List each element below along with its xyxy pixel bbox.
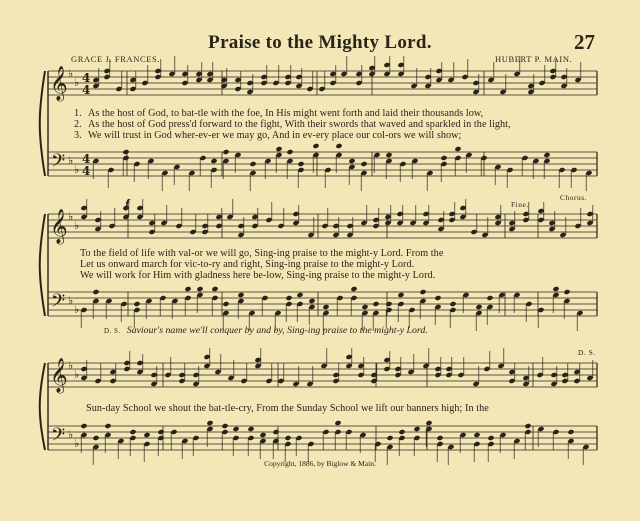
treble-clef-icon: 𝄞 [50,358,68,393]
flat-icon: ♭ [74,368,80,381]
note-head [222,149,229,155]
time-signature: 4 [82,152,91,166]
treble-clef-icon: 𝄞 [50,66,68,101]
system-brace [40,214,45,316]
flat-icon: ♭ [68,294,74,307]
flat-icon: ♭ [74,76,80,89]
note-head [286,149,293,155]
verse-number: 3. [74,130,82,141]
verse-number: 2. [74,119,82,130]
note-head [129,429,136,435]
ds-lyric-text: Saviour's name we'll conquer by and by, Sing-ing praise to the might-y Lord. [126,325,428,336]
system2-lyric-line-3: We will work for Him with gladness here be-low, Sing-ing praise to the might-y Lord. [80,270,436,281]
flat-icon: ♭ [74,303,80,316]
note-head [92,289,99,295]
note-head [210,158,217,164]
note-head [334,420,341,426]
note-head [211,286,218,292]
flat-icon: ♭ [68,67,74,80]
note-head [449,301,456,307]
note-head [237,292,244,298]
time-signature: 4 [82,71,91,85]
system3-lyric-line: Sun-day School we shout the bat-tle-cry, From the Sunday School we lift our banners high; In the [86,403,489,414]
hymn-title: Praise to the Mighty Lord. [208,32,432,53]
music-credit: HUBERT P. MAIN. [495,54,573,64]
note-head [222,301,229,307]
verse-text: As the host of God, to bat-tle with the foe, In His might went forth and laid their thousands low, [88,108,484,119]
system2-lyric-line-1: To the field of life with val-or we will go, Sing-ing praise to the might-y Lord. From the [80,248,444,259]
bass-clef-icon: 𝄢 [51,425,66,450]
note-head [133,301,140,307]
note-head [487,435,494,441]
flat-icon: ♭ [68,154,74,167]
note-head [385,301,392,307]
flat-icon: ♭ [74,437,80,450]
note-head [285,295,292,301]
flat-icon: ♭ [74,219,80,232]
note-head [434,295,441,301]
note-head [563,289,570,295]
note-head [386,435,393,441]
flat-icon: ♭ [68,210,74,223]
note-head [275,146,282,152]
note-head [296,292,303,298]
fine-marker: Fine. [511,200,529,209]
time-signature: 4 [82,83,91,97]
note-head [312,143,319,149]
verse-line-3 [74,130,461,141]
page-number: 27 [574,30,595,54]
treble-clef-icon: 𝄞 [50,209,68,244]
note-head [259,432,266,438]
note-head [425,420,432,426]
note-head [322,304,329,310]
note-head [297,161,304,167]
chorus-marker: Chorus. [560,193,588,202]
note-head [436,435,443,441]
note-head [524,423,531,429]
note-head [475,304,482,310]
note-head [552,286,559,292]
bass-clef-icon: 𝄢 [51,291,66,316]
note-head [196,286,203,292]
verse-number: 1. [74,108,82,119]
note-head [184,286,191,292]
copyright-notice: Copyright, 1886, by Biglow & Main. [264,459,376,468]
note-head [397,292,404,298]
system2-lyric-line-2: Let us onward march for vic-to-ry and right, Sing-ing praise to the might-y Lord. [80,259,415,270]
note-head [348,158,355,164]
note-head [335,143,342,149]
note-head [440,155,447,161]
note-head [104,423,111,429]
note-head [543,152,550,158]
note-head [249,161,256,167]
system-brace [40,363,45,450]
note-head [372,301,379,307]
note-head [398,429,405,435]
ds-mark: D. S. [578,348,596,357]
note-head [247,426,254,432]
system-brace [40,71,45,176]
note-head [419,289,426,295]
note-head [272,429,279,435]
note-head [221,423,228,429]
note-head [486,295,493,301]
note-head [360,161,367,167]
note-head [122,149,129,155]
time-signature: 4 [82,164,91,178]
note-head [143,432,150,438]
flat-icon: ♭ [74,163,80,176]
note-head [157,429,164,435]
forte-dynamic: f [125,196,130,211]
verse-text: We will trust in God wher-ev-er we may go, And in ev-ery place our col-ors we will show; [88,130,462,141]
verse-line-2 [74,119,511,130]
ds-lyric-line [104,325,428,336]
words-credit: GRACE J. FRANCES. [71,54,161,64]
note-head [567,429,574,435]
note-head [80,423,87,429]
note-head [350,286,357,292]
bass-clef-icon: 𝄢 [51,151,66,176]
flat-icon: ♭ [68,359,74,372]
note-head [308,298,315,304]
note-head [361,304,368,310]
note-head [232,426,239,432]
note-head [92,435,99,441]
ds-label: D. S. [104,327,121,335]
verse-text: As the host of God press'd forward to the fight, With their swords that waved and sparkled in the light, [88,119,511,130]
note-head [206,420,213,426]
verse-line-1 [74,108,483,119]
note-head [284,435,291,441]
note-head [413,426,420,432]
note-head [473,432,480,438]
note-head [385,152,392,158]
flat-icon: ♭ [68,428,74,441]
note-head [454,146,461,152]
